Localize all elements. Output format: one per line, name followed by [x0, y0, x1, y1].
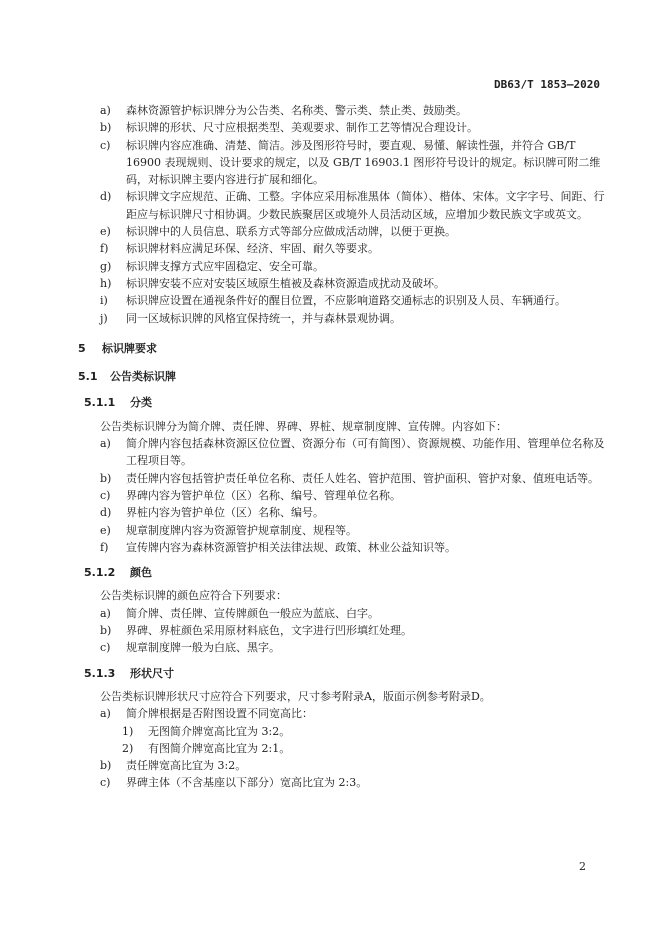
- list-item: [100, 605, 610, 622]
- list-text: 界碑内容为管护单位（区）名称、编号、管理单位名称。: [126, 488, 401, 502]
- section-5-1-1-heading: [84, 394, 610, 411]
- page-number: 2: [579, 860, 586, 873]
- classification-list: [100, 435, 610, 556]
- list-item: [100, 705, 610, 722]
- list-label: a): [100, 437, 111, 451]
- list-label: b): [100, 121, 112, 135]
- list-item: [100, 487, 610, 504]
- list-label: 1): [122, 724, 134, 738]
- list-item: [100, 119, 610, 136]
- section-5-1-heading: [78, 368, 610, 385]
- list-item: [100, 470, 610, 487]
- section-number: 5: [78, 341, 86, 355]
- section-5-1-2-heading: [84, 564, 610, 581]
- list-text: 标识牌应设置在通视条件好的醒目位置，不应影响道路交通标志的识别及人员、车辆通行。: [126, 294, 566, 308]
- list-text: 界碑、界桩颜色采用原材料底色，文字进行凹形填红处理。: [126, 624, 412, 638]
- section-number: 5.1.1: [84, 396, 116, 410]
- sub-list: [100, 723, 610, 758]
- list-text: 界桩内容为管护单位（区）名称、编号。: [126, 506, 324, 520]
- list-label: a): [100, 707, 111, 721]
- intro-list: [100, 102, 610, 327]
- sub-list-item: [100, 740, 610, 757]
- list-item: [100, 757, 610, 774]
- sub-list-item: [100, 723, 610, 740]
- section-number: 5.1.2: [84, 566, 116, 580]
- list-item: [100, 137, 610, 189]
- list-text: 标识牌材料应满足环保、经济、牢固、耐久等要求。: [126, 242, 379, 256]
- list-text: 简介牌根据是否附图设置不同宽高比：: [126, 707, 313, 721]
- section-5-1-3-heading: [84, 665, 610, 682]
- list-label: c): [100, 776, 111, 790]
- list-label: 2): [122, 741, 134, 755]
- list-text: 简介牌、责任牌、宣传牌颜色一般应为蓝底、白字。: [126, 606, 379, 620]
- section-number: 5.1.3: [84, 666, 116, 680]
- list-label: f): [100, 540, 109, 554]
- list-text: 界碑主体（不含基座以下部分）宽高比宜为 2:3。: [126, 776, 368, 790]
- list-item: [100, 240, 610, 257]
- list-label: i): [100, 294, 108, 308]
- list-item: [100, 504, 610, 521]
- list-label: f): [100, 242, 109, 256]
- list-text: 标识牌文字应规范、正确、工整。字体应采用标准黑体（简体）、楷体、宋体。文字字号、间距、行距应与标识牌尺寸相协调。少数民族聚居区或境外人员活动区域，应增加少数民族文字或英文。: [126, 190, 605, 221]
- color-list: [100, 605, 610, 657]
- list-text: 标识牌支撑方式应牢固稳定、安全可靠。: [126, 259, 324, 273]
- list-item: [100, 292, 610, 309]
- list-item: [100, 622, 610, 639]
- list-label: e): [100, 225, 111, 239]
- list-label: c): [100, 641, 111, 655]
- list-text: 标识牌安装不应对安装区域原生植被及森林资源造成扰动及破坏。: [126, 276, 445, 290]
- list-label: j): [100, 311, 108, 325]
- section-5-heading: [78, 340, 610, 357]
- list-label: c): [100, 138, 111, 152]
- list-label: a): [100, 606, 111, 620]
- list-text: 标识牌中的人员信息、联系方式等部分应做成活动牌，以便于更换。: [126, 225, 456, 239]
- list-text: 责任牌宽高比宜为 3:2。: [126, 759, 247, 773]
- list-text: 规章制度牌内容为资源管护规章制度、规程等。: [126, 523, 357, 537]
- paragraph: 公告类标识牌形状尺寸应符合下列要求，尺寸参考附录A，版面示例参考附录D。: [100, 689, 491, 703]
- list-label: h): [100, 276, 112, 290]
- list-item: [100, 522, 610, 539]
- list-text: 有图简介牌宽高比宜为 2:1。: [148, 741, 291, 755]
- section-number: 5.1: [78, 370, 98, 384]
- list-label: d): [100, 190, 112, 204]
- section-title: 公告类标识牌: [110, 370, 176, 384]
- document-body: [78, 102, 610, 792]
- list-item: [100, 188, 610, 223]
- list-item: [100, 258, 610, 275]
- paragraph: 公告类标识牌的颜色应符合下列要求：: [100, 589, 287, 603]
- standard-code-header: DB63/T 1853—2020: [494, 78, 600, 91]
- list-label: d): [100, 506, 112, 520]
- list-label: b): [100, 759, 112, 773]
- list-text: 责任牌内容包括管护责任单位名称、责任人姓名、管护范围、管护面积、管护对象、值班电话等。: [126, 471, 599, 485]
- list-item: [100, 310, 610, 327]
- list-item: [100, 102, 610, 119]
- list-item: [100, 774, 610, 791]
- list-text: 标识牌内容应准确、清楚、简洁。涉及图形符号时，要直观、易懂、解读性强，并符合 GB/T 16900 表现规则、设计要求的规定，以及 GB/T 16903.1 图形符号设计的规定。标识牌可附二维码，对标识牌主要内容进行扩展和细化。: [126, 138, 601, 187]
- list-label: b): [100, 471, 112, 485]
- list-item: [100, 275, 610, 292]
- section-title: 颜色: [130, 566, 152, 580]
- section-title: 形状尺寸: [130, 666, 174, 680]
- list-item: [100, 639, 610, 656]
- list-label: b): [100, 624, 112, 638]
- list-label: c): [100, 488, 111, 502]
- section-title: 标识牌要求: [102, 341, 157, 355]
- list-item: [100, 435, 610, 470]
- list-text: 无图简介牌宽高比宜为 3:2。: [148, 724, 291, 738]
- list-text: 标识牌的形状、尺寸应根据类型、美观要求、制作工艺等情况合理设计。: [126, 121, 478, 135]
- list-text: 森林资源管护标识牌分为公告类、名称类、警示类、禁止类、鼓励类。: [126, 104, 467, 117]
- list-label: g): [100, 259, 112, 273]
- list-label: a): [100, 104, 111, 117]
- list-text: 同一区域标识牌的风格宜保持统一，并与森林景观协调。: [126, 311, 401, 325]
- list-item: [100, 539, 610, 556]
- list-text: 规章制度牌一般为白底、黑字。: [126, 641, 280, 655]
- paragraph: 公告类标识牌分为简介牌、责任牌、界碑、界桩、规章制度牌、宣传牌。内容如下：: [100, 419, 507, 433]
- list-item: [100, 223, 610, 240]
- section-title: 分类: [130, 396, 152, 410]
- list-text: 简介牌内容包括森林资源区位位置、资源分布（可有简图）、资源规模、功能作用、管理单位名称及工程项目等。: [126, 437, 605, 468]
- list-text: 宣传牌内容为森林资源管护相关法律法规、政策、林业公益知识等。: [126, 540, 456, 554]
- list-label: e): [100, 523, 111, 537]
